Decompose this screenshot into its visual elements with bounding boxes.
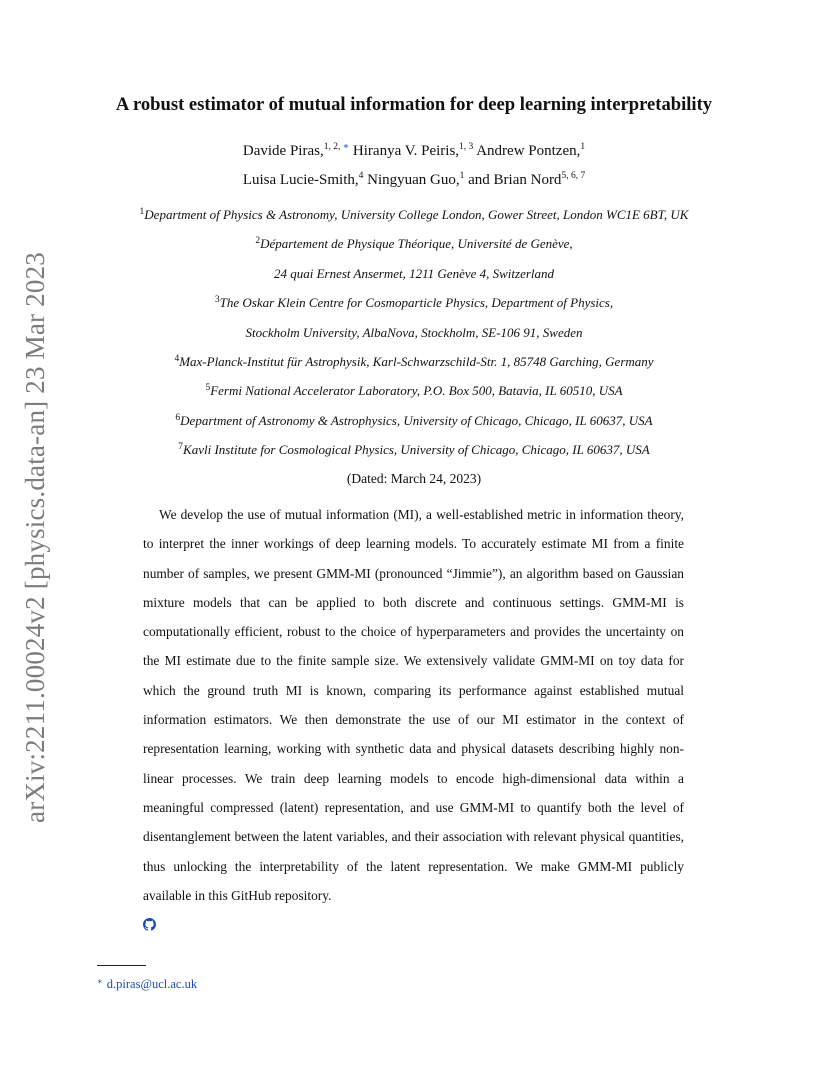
footnote — [97, 974, 197, 992]
dated-line: (Dated: March 24, 2023) — [346, 471, 482, 486]
affiliation-mark: 1 — [139, 207, 145, 217]
affiliation-mark: 6 — [175, 413, 181, 423]
affiliation-text: Kavli Institute for Cosmological Physics, University of Chicago, Chicago, IL 60637, USA — [183, 442, 650, 457]
corresponding-author-mark[interactable]: ∗ — [342, 142, 350, 152]
affiliation-3 — [0, 295, 828, 311]
affiliation-1 — [0, 207, 828, 223]
affiliation-mark: 7 — [178, 442, 184, 452]
affiliation-mark: 5 — [205, 383, 211, 393]
affiliation-7 — [0, 442, 828, 458]
affiliation-mark: 4 — [174, 354, 180, 364]
abstract: We develop the use of mutual information (MI), a well-established metric in information theory, to interpret the inner workings of deep learning models. To accurately estimate MI from a finite number of samples, we present GMM-MI (pronounced “Jimmie”), an algorithm based on Gaussian mixture models that can be applied to both discrete and continuous settings. GMM-MI is computationally efficient, robust to the choice of hyperparameters and provides the uncertainty on the MI estimate due to the finite sample size. We extensively validate GMM-MI on toy data for which the ground truth MI is known, comparing its performance against established mutual information estimators. We then demonstrate the use of our MI estimator in the context of representation learning, working with synthetic data and physical datasets describing highly non-linear processes. We train deep learning models to encode high-dimensional data within a meaningful compressed (latent) representation, and use GMM-MI to quantify both the level of disentanglement between the latent variables, and their association with relevant physical quantities, thus unlocking the interpretability of the latent representation. We make GMM-MI publicly available in this GitHub repository. — [143, 507, 684, 903]
author-name: Davide Piras, — [242, 143, 324, 159]
affiliation-text: 24 quai Ernest Ansermet, 1211 Genève 4, Switzerland — [273, 266, 555, 281]
affiliation-mark: 2 — [255, 236, 261, 246]
affiliation-2-cont — [0, 266, 828, 282]
author-affil-mark: 1 — [580, 142, 586, 152]
author-name: Andrew Pontzen, — [476, 143, 581, 159]
affiliation-5 — [0, 383, 828, 399]
affiliation-text: The Oskar Klein Centre for Cosmoparticle Physics, Department of Physics, — [219, 295, 614, 310]
paper-title: A robust estimator of mutual information for deep learning interpretability — [115, 94, 713, 115]
author-line-1 — [0, 142, 828, 160]
author-name: Ningyuan Guo, — [367, 172, 460, 188]
footnote-rule — [97, 965, 146, 966]
affiliation-text: Fermi National Accelerator Laboratory, P.O. Box 500, Batavia, IL 60510, USA — [210, 383, 623, 398]
affiliation-mark: 3 — [214, 295, 220, 305]
email-link[interactable]: d.piras@ucl.ac.uk — [106, 977, 198, 991]
footnote-mark: ∗ — [97, 976, 103, 986]
author-affil-mark: 1 — [459, 171, 465, 181]
affiliation-text: Max-Planck-Institut für Astrophysik, Karl-Schwarzschild-Str. 1, 85748 Garching, Germany — [179, 354, 654, 369]
affiliation-text: Département de Physique Théorique, Université de Genève, — [260, 236, 573, 251]
affiliation-4 — [0, 354, 828, 370]
arxiv-id-text: arXiv:2211.00024v2 [physics.data-an] 23 Mar 2023 — [19, 251, 50, 823]
affiliation-6 — [0, 413, 828, 429]
author-line-2 — [0, 171, 828, 189]
affiliation-text: Department of Physics & Astronomy, University College London, Gower Street, London WC1E 6BT, UK — [144, 207, 689, 222]
affiliation-text: Department of Astronomy & Astrophysics, University of Chicago, Chicago, IL 60637, USA — [180, 413, 653, 428]
author-name: Hiranya V. Peiris, — [352, 143, 460, 159]
github-icon[interactable] — [143, 918, 156, 931]
author-affil-mark: 1, 2, — [323, 142, 343, 152]
author-affil-mark: 4 — [358, 171, 364, 181]
author-name: Luisa Lucie-Smith, — [242, 172, 359, 188]
author-affil-mark: 1, 3 — [459, 142, 474, 152]
author-affil-mark: 5, 6, 7 — [561, 171, 586, 181]
author-name: and Brian Nord — [468, 172, 562, 188]
affiliation-2 — [0, 236, 828, 252]
affiliation-3-cont — [0, 325, 828, 341]
affiliation-text: Stockholm University, AlbaNova, Stockholm, SE-106 91, Sweden — [245, 325, 583, 340]
